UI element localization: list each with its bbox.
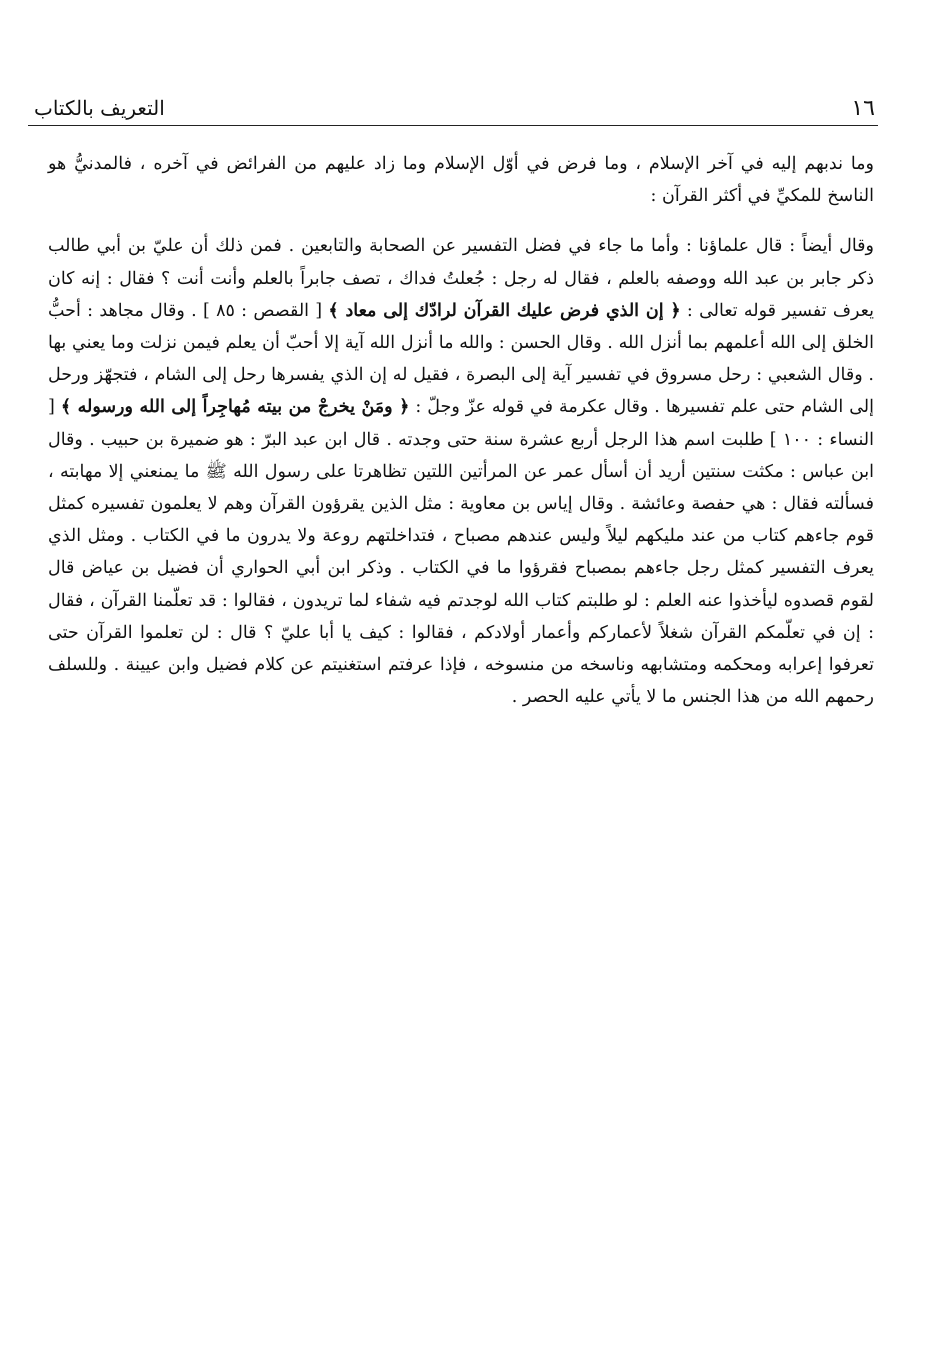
paragraph-2-part-1: وقال أيضاً : قال علماؤنا : وأما ما جاء في فضل التفسير عن الصحابة والتابعين . فمن ذلك أن عليّ بن أبي طالب ذكر جابر بن عبد الله ووصفه بالعلم ، فقال له رجل : جُعلتُ فداك ، تصف جابراً بالعلم وأنت أنت ؟ فقال : إنه كان يعرف تفسير قوله تعالى : [48,236,874,321]
paragraph-1: وما ندبهم إليه في آخر الإسلام ، وما فرض في أوّل الإسلام وما زاد عليهم من الفرائض في آخره ، فالمدنيُّ هو الناسخ للمكيِّ في أكثر القرآن : [48,154,874,207]
paragraph-2-part-3: [ النساء : ١٠٠ ] طلبت اسم هذا الرجل أربع عشرة سنة حتى وجدته . قال ابن عبد البرّ : هو ضميرة بن حبيب . وقال ابن عباس : مكثت سنتين أريد أن أسأل عمر عن المرأتين اللتين تظاهرتا على رسول الله ﷺ ما يمنعني إلا مهابته ، فسألته فقال : هي حفصة وعائشة . وقال إياس بن معاوية : مثل الذين يقرؤون القرآن وهم لا يعلمون تفسيره كمثل قوم جاءهم كتاب من عند مليكهم ليلاً وليس عندهم مصباح ، فتداخلتهم روعة ولا يدرون ما في الكتاب . ومثل الذي يعرف التفسير كمثل رجل جاءهم بمصباح فقرؤوا ما في الكتاب . وذكر ابن أبي الحواري أن فضيل بن عياض قال لقوم قصدوه ليأخذوا عنه العلم : لو طلبتم كتاب الله لوجدتم فيه شفاء لما تريدون ، فقالوا : قد تعلّمنا القرآن ، فقال : إن في تعلّمكم القرآن شغلاً لأعماركم وأعمار أولادكم ، فقالوا : كيف يا أبا عليّ ؟ قال : لن تعلموا القرآن حتى تعرفوا إعرابه ومحكمه ومتشابهه وناسخه من منسوخه ، فإذا عرفتم استغنيتم عن كلام فضيل وابن عيينة . وللسلف رحمهم الله من هذا الجنس ما لا يأتي عليه الحصر . [48,397,874,708]
paragraph-2 [48,230,874,713]
running-title: التعريف بالكتاب [34,96,165,120]
quran-quote-2: ﴿ ومَنْ يخرجْ من بيته مُهاجِراً إلى الله ورسوله ﴾ [60,397,410,418]
paragraph-2-part-2: [ القصص : ٨٥ ] . وقال مجاهد : أحبُّ الخلق إلى الله أعلمهم بما أنزل الله . وقال الحسن : والله ما أنزل الله آية إلا أحبّ أن يعلم فيمن نزلت وما يعني بها . وقال الشعبي : رحل مسروق في تفسير آية إلى البصرة ، فقيل له إن الذي يفسرها رحل إلى الشام ، فتجهّز ورحل إلى الشام حتى علم تفسيرها . وقال عكرمة في قوله عزّ وجلّ : [48,300,874,418]
header-divider [28,125,878,126]
body-text [48,148,874,713]
page-number: ١٦ [851,96,875,121]
quran-quote-1: ﴿ إن الذي فرض عليك القرآن لرادّك إلى معاد ﴾ [328,300,681,321]
page-header [30,92,875,128]
